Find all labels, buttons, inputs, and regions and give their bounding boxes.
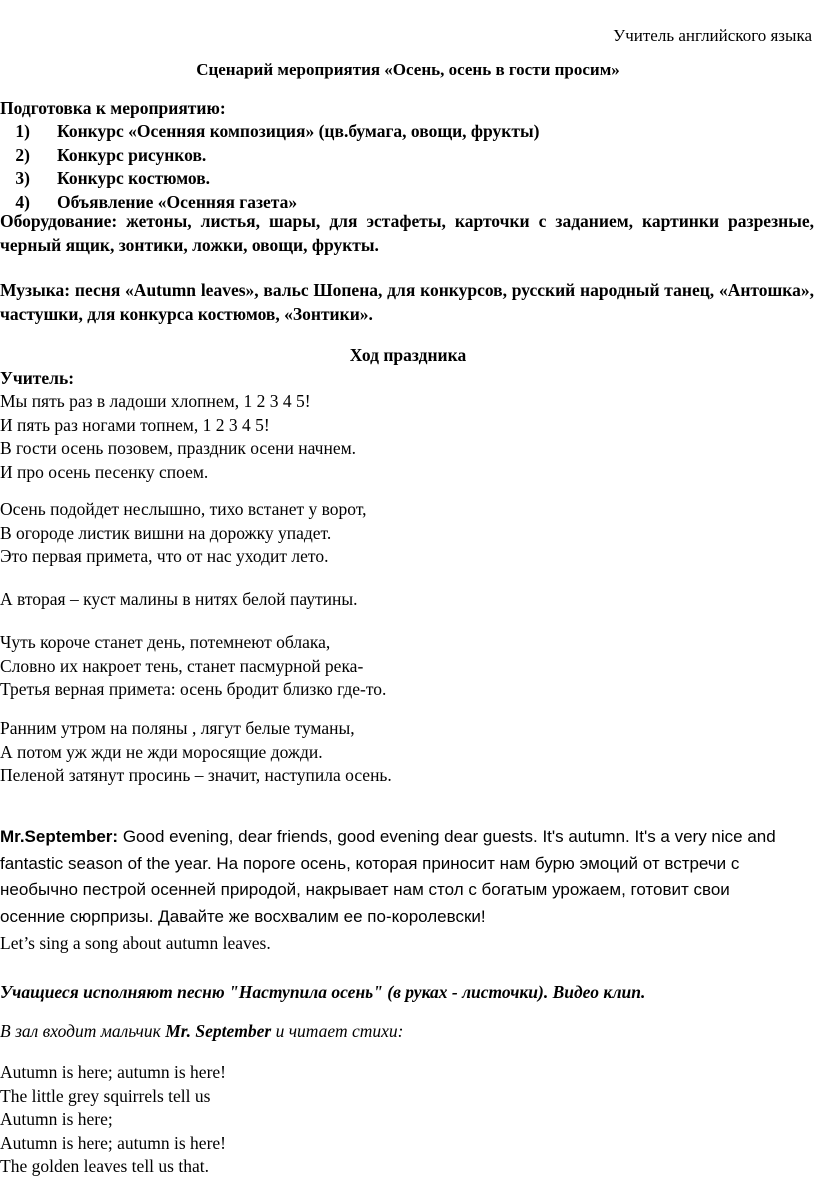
teacher-role-header: Учитель английского языка <box>613 26 812 45</box>
poem-stanza-3: А вторая – куст малины в нитях белой паутины. <box>0 589 358 609</box>
stage-direction-enter: В зал входит мальчик Mr. September и читает стихи: <box>0 1021 404 1041</box>
course-heading: Ход праздника <box>349 345 467 365</box>
list-item: 2) Конкурс рисунков. <box>15 144 207 165</box>
stage-direction-song: Учащиеся исполняют песню "Наступила осень" (в руках - листочки). Видео клип. <box>0 982 646 1002</box>
character-name: Mr. September <box>165 1021 272 1041</box>
english-poem: Autumn is here; autumn is here! The little grey squirrels tell us Autumn is here; Autumn is here; autumn is here! The golden leaves tell us that. <box>0 1062 226 1176</box>
mr-september-speech: Mr.September: Good evening, dear friends, good evening dear guests. It's autumn. It's a very nice and fantastic season of the year. На пороге осень, которая приносит нам бурю эмоций от встречи с необычно пестрой осенней природой, накрывает нам стол с богатым урожаем, готовит свои осенние сюрпризы. Давайте же восхвалим ее по-королевски! Let’s sing a song about autumn leaves. <box>0 827 776 953</box>
preparation-list <box>0 120 539 214</box>
list-item: 4) Объявление «Осенняя газета» <box>15 191 298 212</box>
list-item: 1) Конкурс «Осенняя композиция» (цв.бумага, овощи, фрукты) <box>15 121 540 141</box>
preparation-heading: Подготовка к мероприятию: <box>0 98 226 118</box>
list-item: 3) Конкурс костюмов. <box>15 168 211 188</box>
speaker-label: Mr.September: <box>0 827 119 846</box>
music-paragraph: Музыка: песня «Autumn leaves», вальс Шопена, для конкурсов, русский народный танец, «Антошка», частушки, для конкурса костюмов, «Зонтики». <box>0 280 814 324</box>
poem-stanza-4: Чуть короче станет день, потемнеют облака, Словно их накроет тень, станет пасмурной река- Третья верная примета: осень бродит близко где-то. <box>0 632 387 699</box>
teacher-label: Учитель: <box>0 368 75 388</box>
poem-stanza-5: Ранним утром на поляны , лягут белые туманы, А потом уж жди не жди моросящие дожди. Пеленой затянут просинь – значит, наступила осень. <box>0 718 392 785</box>
document-title: Сценарий мероприятия «Осень, осень в гости просим» <box>196 60 620 79</box>
equipment-paragraph: Оборудование: жетоны, листья, шары, для эстафеты, карточки с заданием, картинки разрезные, черный ящик, зонтики, ложки, овощи, фрукты. <box>0 211 814 255</box>
poem-stanza-2: Осень подойдет неслышно, тихо встанет у ворот, В огороде листик вишни на дорожку упадет. Это первая примета, что от нас уходит лето. <box>0 499 367 566</box>
poem-stanza-1: Мы пять раз в ладоши хлопнем, 1 2 3 4 5! И пять раз ногами топнем, 1 2 3 4 5! В гости осень позовем, праздник осени начнем. И про осень песенку споем. <box>0 391 357 482</box>
